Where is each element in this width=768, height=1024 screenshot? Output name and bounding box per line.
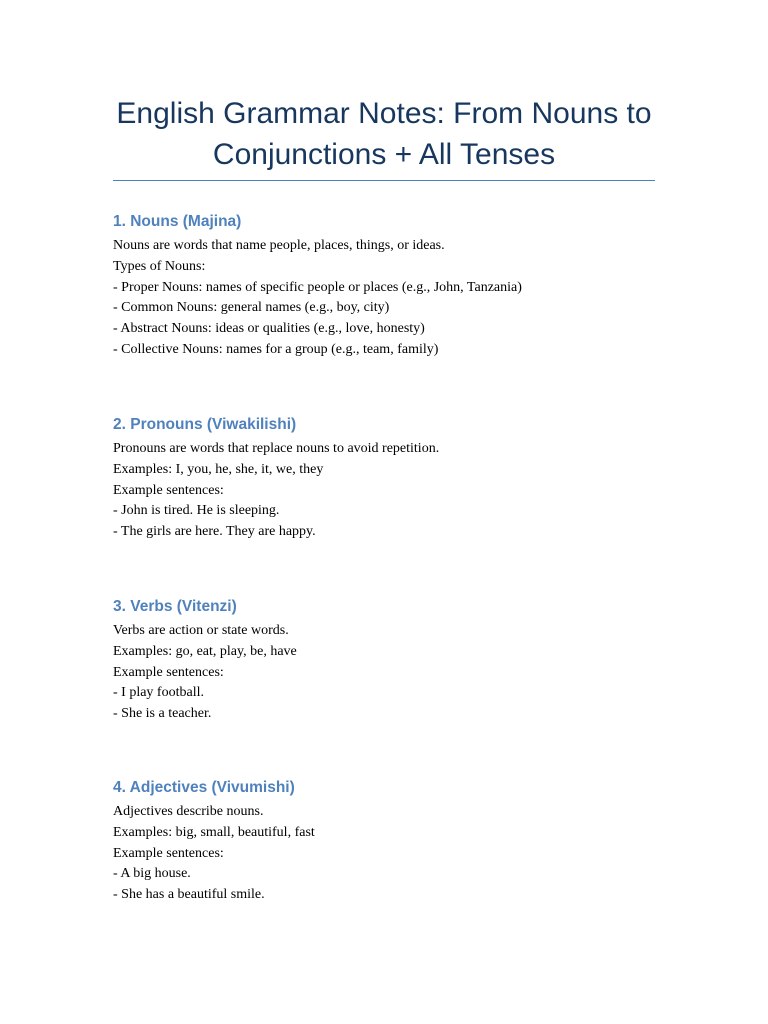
text-line: - The girls are here. They are happy. <box>113 524 316 540</box>
text-line: - Proper Nouns: names of specific people or places (e.g., John, Tanzania) <box>113 279 522 295</box>
text-line: - I play football. <box>113 685 204 701</box>
section-pronouns <box>113 415 673 543</box>
section-heading: 2. Pronouns (Viwakilishi) <box>113 416 297 433</box>
text-line: Examples: big, small, beautiful, fast <box>113 824 315 840</box>
text-line: Nouns are words that name people, places, things, or ideas. <box>113 238 445 253</box>
text-line: Verbs are action or state words. <box>113 623 289 638</box>
text-line: - John is tired. He is sleeping. <box>113 503 280 519</box>
text-line: - Abstract Nouns: ideas or qualities (e.g., love, honesty) <box>113 321 425 337</box>
section-heading: 3. Verbs (Vitenzi) <box>113 598 237 615</box>
text-line: - Collective Nouns: names for a group (e.g., team, family) <box>113 341 439 357</box>
text-line: Example sentences: <box>113 482 224 498</box>
text-line: - A big house. <box>113 866 191 882</box>
text-line: - Common Nouns: general names (e.g., boy, city) <box>113 300 390 316</box>
text-line: Example sentences: <box>113 664 224 680</box>
document-title: English Grammar Notes: From Nouns to Conjunctions + All Tenses <box>116 97 652 171</box>
section-heading: 4. Adjectives (Vivumishi) <box>113 779 295 796</box>
text-line: Examples: I, you, he, she, it, we, they <box>113 461 324 477</box>
text-line: Example sentences: <box>113 845 224 861</box>
section-nouns <box>113 212 673 361</box>
text-line: - She has a beautiful smile. <box>113 887 265 903</box>
section-verbs <box>113 597 673 725</box>
title-underline <box>113 180 655 181</box>
text-line: Examples: go, eat, play, be, have <box>113 643 297 659</box>
text-line: - She is a teacher. <box>113 706 212 722</box>
text-line: Pronouns are words that replace nouns to avoid repetition. <box>113 441 440 456</box>
section-heading: 1. Nouns (Majina) <box>113 213 242 230</box>
section-adjectives <box>113 778 673 906</box>
text-line: Types of Nouns: <box>113 258 206 274</box>
text-line: Adjectives describe nouns. <box>113 804 264 819</box>
